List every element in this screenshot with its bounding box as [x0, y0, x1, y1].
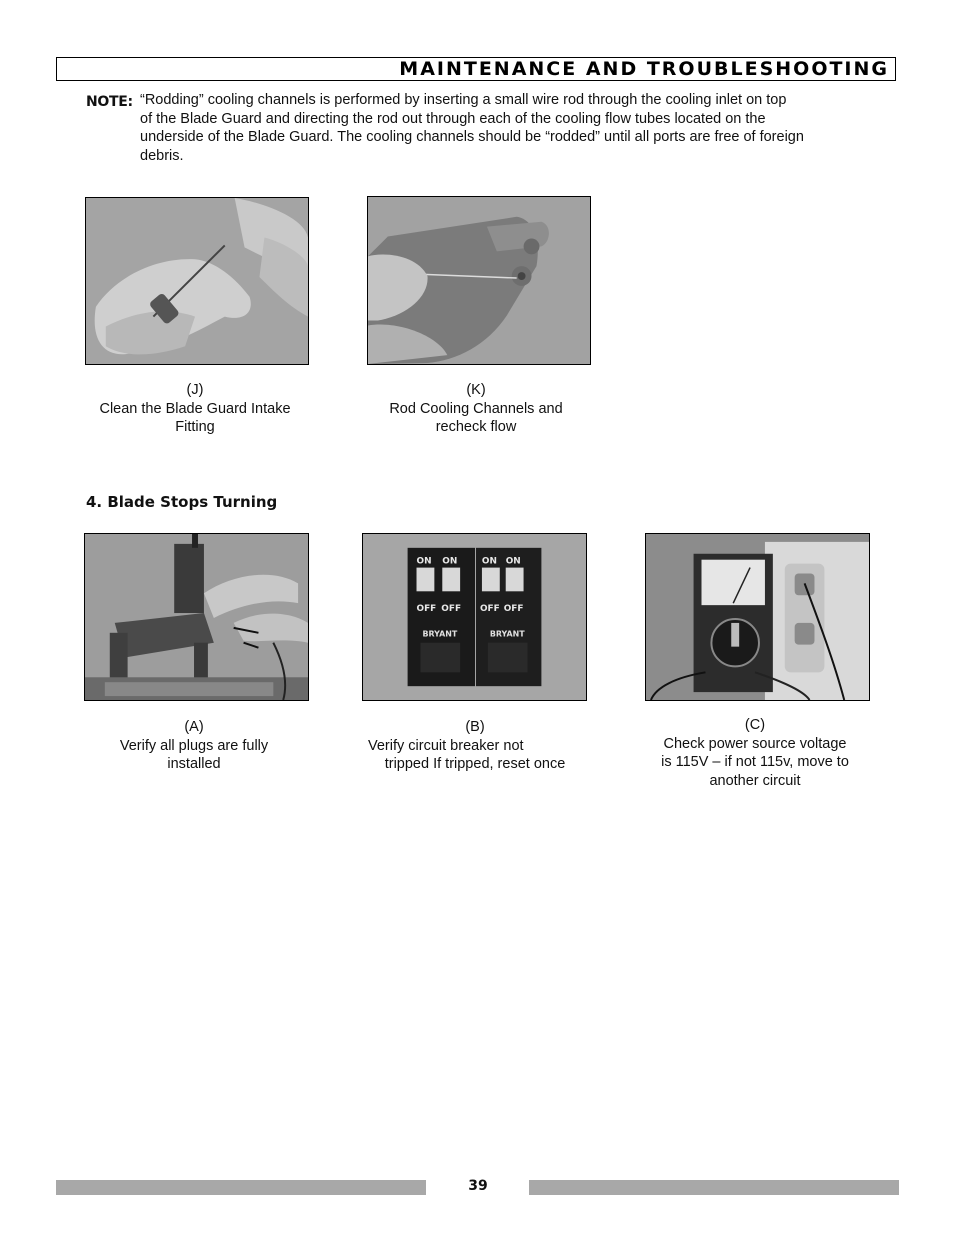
footer-bar-right — [529, 1180, 899, 1195]
caption-line: Clean the Blade Guard Intake — [99, 400, 291, 417]
caption-line: another circuit — [709, 772, 801, 789]
photo-circuit-breaker — [362, 533, 587, 701]
figure-letter: (C) — [744, 717, 766, 733]
breaker-on-label: ON — [505, 556, 521, 567]
page-title: MAINTENANCE AND TROUBLESHOOTING — [399, 58, 889, 80]
caption-line: Check power source voltage — [663, 735, 847, 752]
footer-bar-left — [56, 1180, 426, 1195]
caption-line: Verify all plugs are fully — [119, 737, 269, 754]
breaker-brand: BRYANT — [422, 629, 458, 639]
caption-b — [360, 718, 590, 774]
breaker-on-label: ON — [416, 556, 432, 567]
breaker-off-label: OFF — [479, 604, 500, 615]
note-line: “Rodding” cooling channels is performed by inserting a small wire rod through the cooling inlet on top — [140, 92, 787, 108]
note-line: debris. — [140, 147, 184, 164]
figure-letter: (A) — [184, 719, 204, 735]
figure-letter: (K) — [466, 382, 486, 398]
photo-verify-plugs — [84, 533, 309, 701]
breaker-on-label: ON — [481, 556, 497, 567]
photo-rod-cooling-channels — [367, 196, 591, 365]
page-number: 39 — [468, 1178, 488, 1194]
section-heading: 4. Blade Stops Turning — [86, 493, 278, 511]
section-header — [56, 57, 896, 81]
caption-k — [366, 381, 586, 437]
photo-multimeter — [645, 533, 870, 701]
figure-letter: (J) — [186, 382, 204, 398]
caption-a — [84, 718, 304, 774]
figure-letter: (B) — [465, 719, 485, 735]
caption-c — [640, 716, 870, 790]
caption-line: Rod Cooling Channels and — [389, 400, 563, 417]
caption-line: installed — [167, 756, 221, 772]
breaker-on-label: ON — [442, 556, 458, 567]
caption-line: Verify circuit breaker not — [368, 737, 524, 754]
caption-line: is 115V – if not 115v, move to — [661, 754, 849, 770]
breaker-off-label: OFF — [416, 604, 437, 615]
breaker-brand: BRYANT — [489, 629, 525, 639]
note-label: NOTE: — [86, 94, 133, 110]
caption-line: tripped If tripped, reset once — [384, 756, 566, 772]
note-line: underside of the Blade Guard. The cooling channels should be “rodded” until all ports are free of foreign — [140, 129, 804, 145]
breaker-off-label: OFF — [441, 604, 462, 615]
caption-j — [85, 381, 305, 437]
note-line: of the Blade Guard and directing the rod out through each of the cooling flow tubes located on the — [140, 110, 766, 127]
note-body — [140, 91, 880, 165]
caption-line: recheck flow — [435, 419, 517, 435]
caption-line: Fitting — [175, 419, 215, 435]
breaker-off-label: OFF — [503, 604, 524, 615]
photo-clean-intake-fitting — [85, 197, 309, 365]
